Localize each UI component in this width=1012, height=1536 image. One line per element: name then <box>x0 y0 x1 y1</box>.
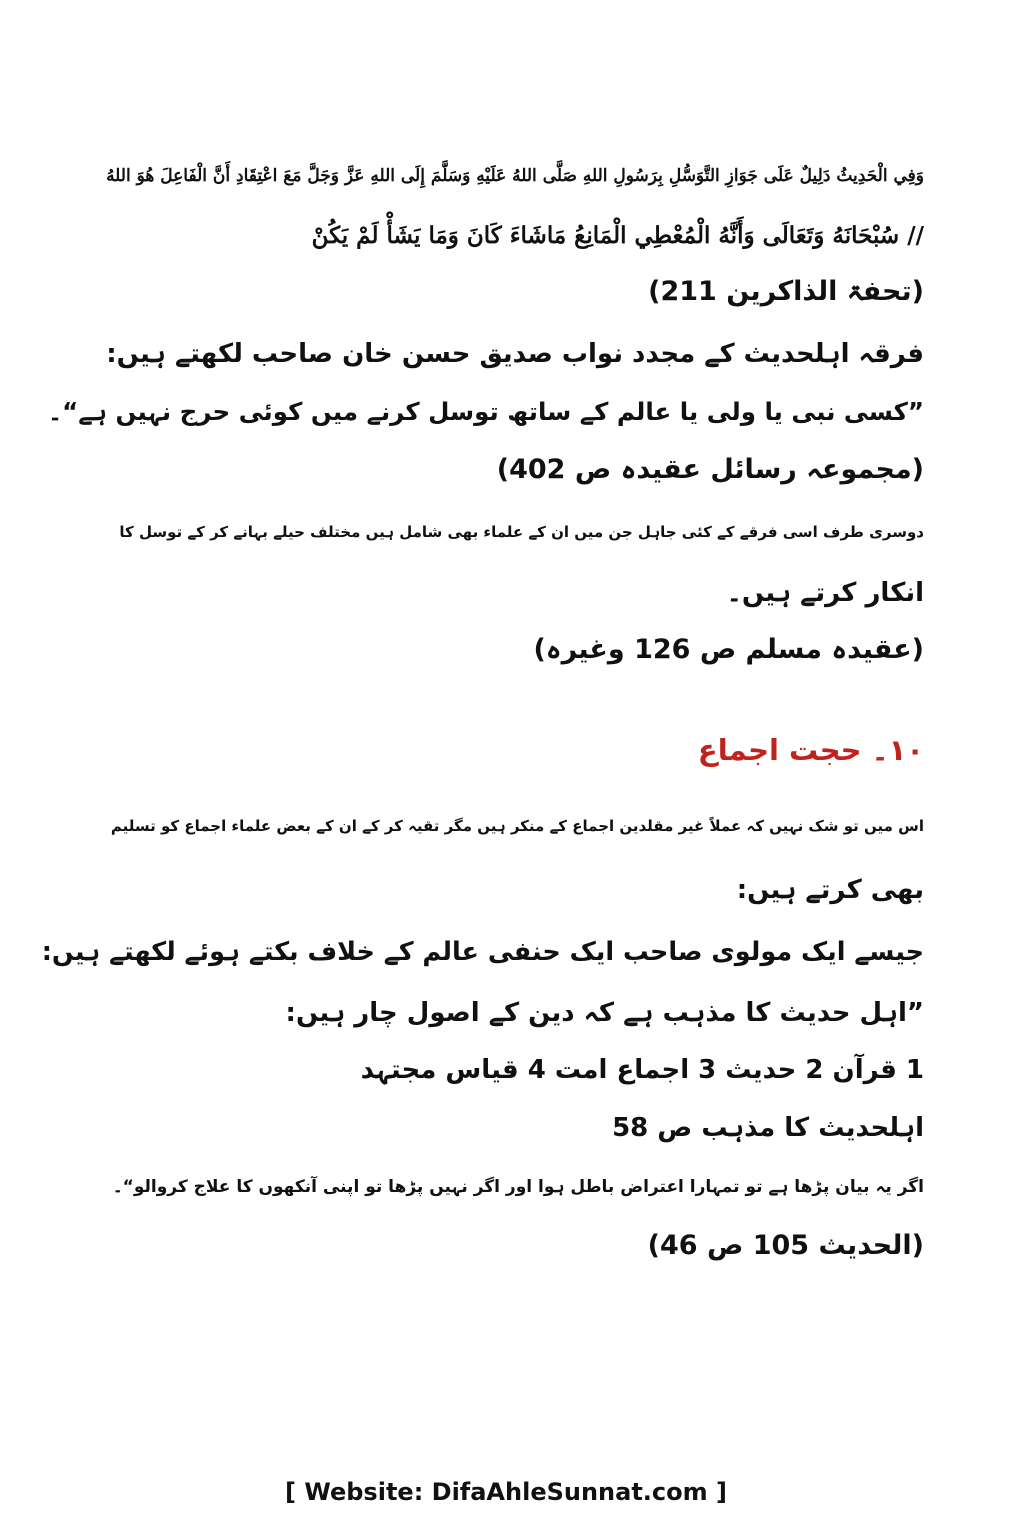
ijma-paragraph-line-1: اس میں تو شک نہیں کہ عملاً غیر مقلدین اجماع کے منکر ہیں مگر تقیہ کر کے ان کے بعض علماء اجماع کو تسلیم <box>110 817 924 835</box>
arabic-quote-reference: (تحفۃ الذاکرین 211) <box>648 276 924 307</box>
arabic-quote-line-1: وَفِي الْحَدِيثُ دَلِيلٌ عَلَى جَوَازِ التَّوَسُّلِ بِرَسُولِ اللهِ صَلَّى اللهُ عَلَيْهِ وَسَلَّمَ إِلَى اللهِ عَزَّ وَجَلَّ مَعَ اعْتِقَادِ أَنَّ الْفَاعِلَ هُوَ اللهُ <box>106 166 924 186</box>
ijma-line-4: ”اہل حدیث کا مذہب ہے کہ دین کے اصول چار ہیں: <box>285 998 924 1028</box>
ijma-line-6: اہلحدیث کا مذہب ص 58 <box>612 1113 924 1143</box>
intro-reference: (مجموعہ رسائل عقیدہ ص 402) <box>496 454 924 485</box>
intro-reference-2: (عقیدہ مسلم ص 126 وغیرہ) <box>533 634 924 665</box>
arabic-quote-line-2: // سُبْحَانَهُ وَتَعَالَى وَأَنَّهُ الْمُعْطِي الْمَانِعُ مَاشَاءَ كَانَ وَمَا يَشَأْ لَمْ يَكُنْ <box>311 222 924 249</box>
ijma-line-7: اگر یہ بیان پڑھا ہے تو تمہارا اعتراض باطل ہوا اور اگر نہیں پڑھا تو اپنی آنکھوں کا علاج کروالو“۔ <box>112 1177 924 1197</box>
ijma-line-5: 1 قرآن 2 حدیث 3 اجماع امت 4 قیاس مجتہد <box>360 1055 924 1085</box>
intro-quote: ”کسی نبی یا ولی یا عالم کے ساتھ توسل کرنے میں کوئی حرج نہیں ہے“۔ <box>47 397 924 426</box>
ijma-reference: (الحدیث 105 ص 46) <box>647 1230 924 1261</box>
intro-paragraph-line-2: انکار کرتے ہیں۔ <box>726 578 924 608</box>
website-footer: [ Website: DifaAhleSunnat.com ] <box>285 1478 727 1506</box>
intro-line: فرقہ اہلحدیث کے مجدد نواب صدیق حسن خان صاحب لکھتے ہیں: <box>106 339 924 369</box>
ijma-paragraph-line-2: بھی کرتے ہیں: <box>736 875 924 905</box>
section-heading-ijma: ۱۰۔ حجت اجماع <box>697 733 924 767</box>
intro-paragraph-line-1: دوسری طرف اسی فرقے کے کئی جاہل جن میں ان کے علماء بھی شامل ہیں مختلف حیلے بہانے کر کے توسل کا <box>119 523 924 541</box>
ijma-line-3: جیسے ایک مولوی صاحب ایک حنفی عالم کے خلاف بکتے ہوئے لکھتے ہیں: <box>41 937 924 967</box>
